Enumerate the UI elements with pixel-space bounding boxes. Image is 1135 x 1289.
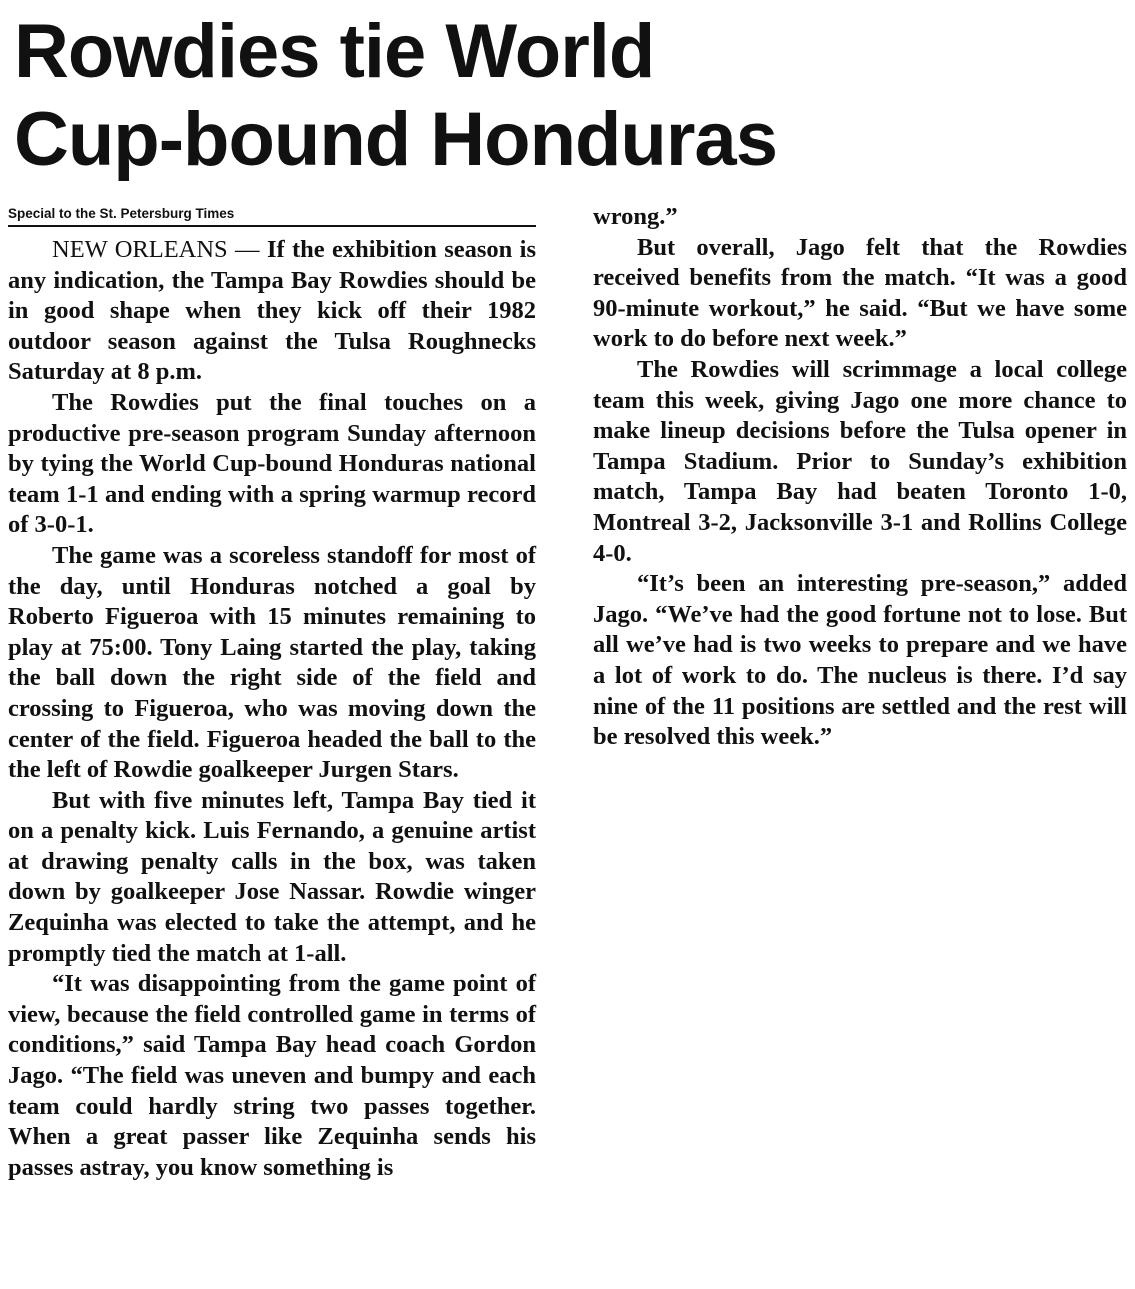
paragraph-1-text: If the exhibition season is any indication, the Tampa Bay Rowdies should be in good shape when they kick off their 1982 outdoor season against the Tulsa Roughnecks Saturday at 8 p.m.: [8, 236, 537, 386]
headline-line-2: Cup-bound Honduras: [14, 97, 777, 182]
article-column-right: [593, 202, 1127, 753]
paragraph-5: “It was disappointing from the game point of view, because the field controlled game in terms of conditions,” said Tampa Bay head coach Gordon Jago. “The field was uneven and bumpy and each team could hardly string two passes together. When a great passer like Zequinha sends his passes astray, you know something is: [8, 970, 536, 1181]
paragraph-1: [8, 235, 536, 388]
dateline: NEW ORLEANS —: [52, 236, 267, 263]
article-column-left: [8, 205, 536, 1183]
paragraph-6: But overall, Jago felt that the Rowdies received benefits from the match. “It was a good 90-minute workout,” he said. “But we have some work to do before next week.”: [593, 233, 1127, 353]
headline: [14, 8, 1114, 184]
headline-line-1: Rowdies tie World: [14, 9, 655, 94]
paragraph-8: “It’s been an interesting pre-season,” added Jago. “We’ve had the good fortune not to lose. But all we’ve had is two weeks to prepare and we have a lot of work to do. The nucleus is there. I’d say nine of the 11 positions are settled and the rest will be resolved this week.”: [593, 570, 1127, 751]
paragraph-3: The game was a scoreless standoff for most of the day, until Honduras notched a goal by Roberto Figueroa with 15 minutes remaining to play at 75:00. Tony Laing started the play, taking the ball down the right side of the field and crossing to Figueroa, who was moving down the center of the field. Figueroa headed the ball to the the left of Rowdie goalkeeper Jurgen Stars.: [8, 541, 536, 784]
paragraph-5-continuation: wrong.”: [593, 203, 678, 230]
paragraph-7: The Rowdies will scrimmage a local college team this week, giving Jago one more chance to make lineup decisions before the Tulsa opener in Tampa Stadium. Prior to Sunday’s exhibition match, Tampa Bay had beaten Toronto 1-0, Montreal 3-2, Jacksonville 3-1 and Rollins College 4-0.: [593, 355, 1127, 567]
paragraph-2: The Rowdies put the final touches on a productive pre-season program Sunday afternoon by tying the World Cup-bound Honduras national team 1-1 and ending with a spring warmup record of 3-0-1.: [8, 388, 536, 539]
paragraph-4: But with five minutes left, Tampa Bay tied it on a penalty kick. Luis Fernando, a genuine artist at drawing penalty calls in the box, was taken down by goalkeeper Jose Nassar. Rowdie winger Zequinha was elected to take the attempt, and he promptly tied the match at 1-all.: [8, 786, 536, 967]
byline: Special to the St. Petersburg Times: [8, 205, 536, 227]
